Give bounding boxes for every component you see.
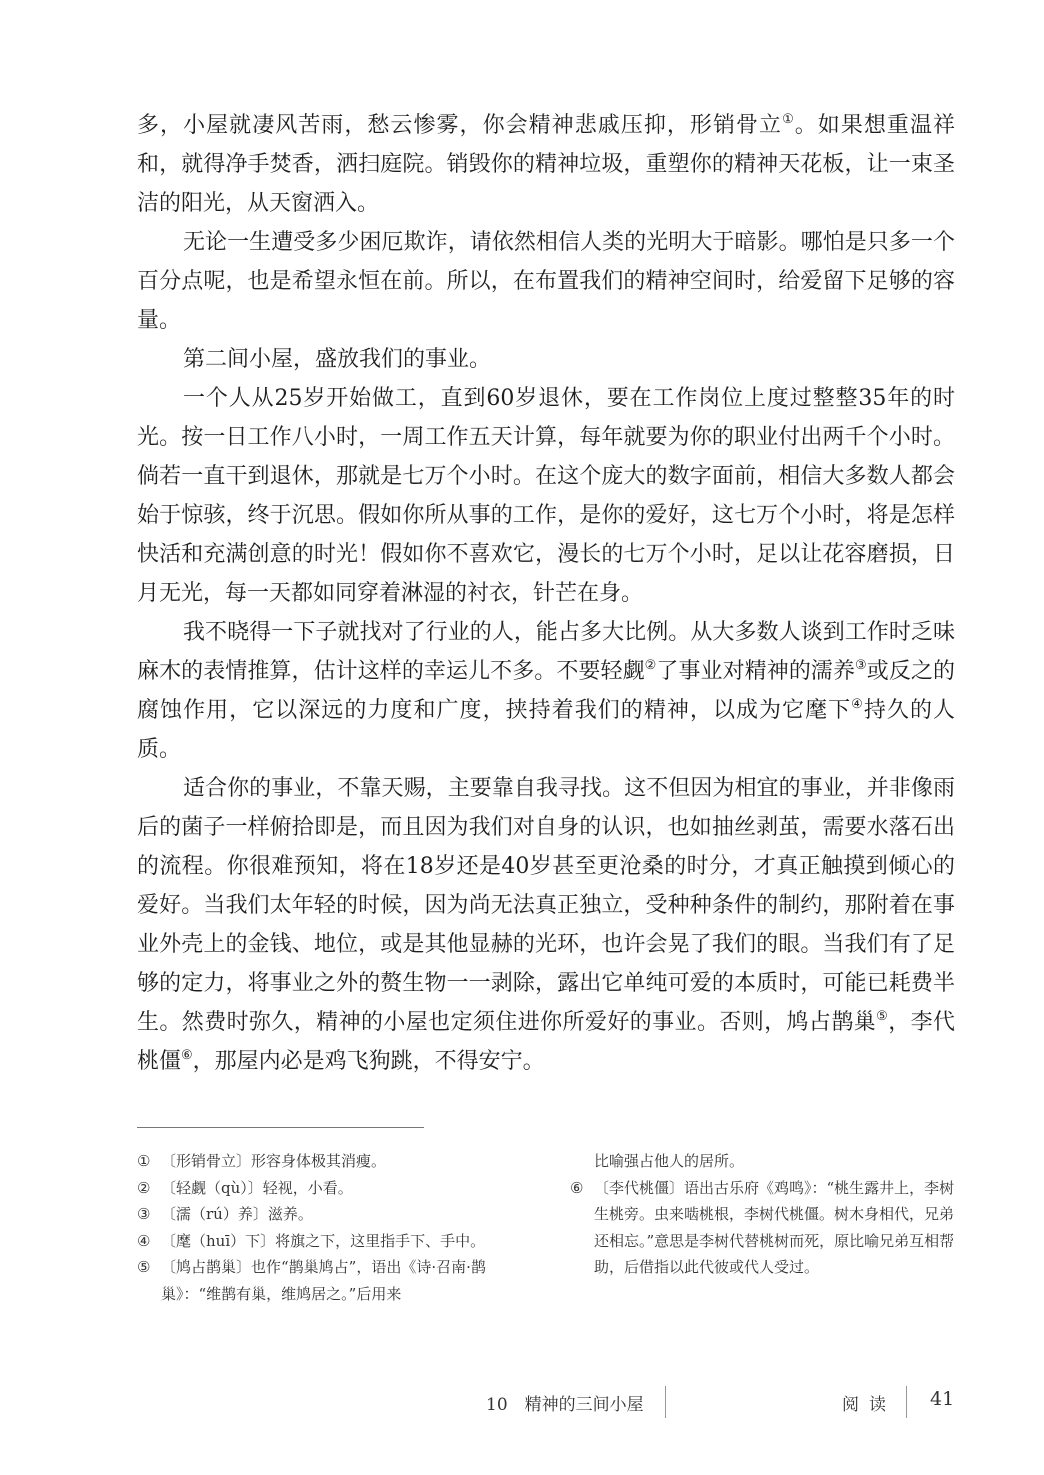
- article-body: [137, 106, 955, 1081]
- paragraph-text: ，那屋内必是鸡飞狗跳，不得安宁。: [192, 1049, 545, 1074]
- paragraph-text: 一个人从25岁开始做工，直到60岁退休，要在工作岗位上度过整整35年的时光。按一日工作八小时，一周工作五天计算，每年就要为你的职业付出两千个小时。倘若一直干到退休，那就是七万个小时。在这个庞大的数字面前，相信大多数人都会始于惊骇，终于沉思。假如你所从事的工作，是你的爱好，这七万个小时，将是怎样快活和充满创意的时光！假如你不喜欢它，漫长的七万个小时，足以让花容磨损，日月无光，每一天都如同穿着淋湿的衬衣，针芒在身。: [137, 386, 955, 606]
- paragraph-text: 我不晓得一下子就找对了行业的人，能占多大比例。从大多数人谈到工作时乏味麻木的表情推算，估计这样的幸运儿不多。不要轻觑: [137, 620, 955, 684]
- footnote-number: ②: [137, 1178, 151, 1197]
- footnote-divider: [137, 1127, 424, 1128]
- paragraph: [137, 340, 955, 379]
- footnotes-right-column: [570, 1148, 960, 1281]
- footnote: [137, 1254, 537, 1307]
- footnote-continuation: 比喻强占他人的居所。: [594, 1152, 745, 1170]
- footer-separator: [665, 1386, 666, 1418]
- footnote-marker: ④: [851, 697, 864, 712]
- footnote-number: ⑤: [137, 1258, 151, 1276]
- footer-lesson-title: 10 精神的三间小屋: [486, 1395, 644, 1415]
- footnotes-left-column: [137, 1148, 537, 1307]
- footnote-text: 〔李代桃僵〕语出古乐府《鸡鸣》：“桃生露井上，李树生桃旁。虫来啮桃根，李树代桃僵。树木身相代，兄弟还相忘。”意思是李树代替桃树而死，原比喻兄弟互相帮助，后借指以此代彼或代人受过。: [594, 1178, 955, 1276]
- footnote: [570, 1175, 960, 1281]
- paragraph: [137, 769, 955, 1081]
- page-number: 41: [930, 1388, 955, 1410]
- footer-separator: [906, 1386, 907, 1418]
- footnote-marker: ③: [855, 658, 867, 673]
- footnote-text: 〔濡（rú）养〕滋养。: [161, 1205, 313, 1223]
- footnote-number: ⑥: [570, 1178, 584, 1197]
- footnote: [137, 1201, 537, 1228]
- footnote-text: 〔形销骨立〕形容身体极其消瘦。: [161, 1152, 387, 1170]
- footnote-number: ④: [137, 1231, 151, 1250]
- footnote-number: ③: [137, 1205, 151, 1223]
- paragraph-text: 适合你的事业，不靠天赐，主要靠自我寻找。这不但因为相宜的事业，并非像雨后的菌子一样俯拾即是，而且因为我们对自身的认识，也如抽丝剥茧，需要水落石出的流程。你很难预知，将在18岁还是40岁甚至更沧桑的时分，才真正触摸到倾心的爱好。当我们太年轻的时候，因为尚无法真正独立，受种种条件的制约，那附着在事业外壳上的金钱、地位，或是其他显赫的光环，也许会晃了我们的眼。当我们有了足够的定力，将事业之外的赘生物一一剥除，露出它单纯可爱的本质时，可能已耗费半生。然费时弥久，精神的小屋也定须住进你所爱好的事业。否则，鸠占鹊巢: [137, 776, 955, 1035]
- footnote-marker: ②: [644, 658, 657, 673]
- paragraph-text: ，李代桃僵: [137, 1010, 955, 1074]
- paragraph: [137, 613, 955, 769]
- paragraph-text: 。如果想重温祥和，就得净手焚香，洒扫庭院。销毁你的精神垃圾，重塑你的精神天花板，让一束圣洁的阳光，从天窗洒入。: [137, 113, 955, 216]
- footnote-text: 〔轻觑（qù）〕轻视，小看。: [161, 1178, 353, 1197]
- paragraph-text: 了事业对精神的濡养: [656, 659, 856, 684]
- paragraph-text: 第二间小屋，盛放我们的事业。: [183, 347, 492, 372]
- footnote-number: ①: [137, 1152, 151, 1170]
- paragraph: [137, 223, 955, 340]
- footnote-marker: ⑤: [876, 1009, 889, 1024]
- footnote: [137, 1228, 537, 1255]
- footnote-text: 〔鸠占鹊巢〕也作“鹊巢鸠占”，语出《诗·召南·鹊巢》：“维鹊有巢，维鸠居之。”后用来: [161, 1258, 486, 1303]
- footnote-marker: ①: [782, 112, 795, 127]
- paragraph: [137, 106, 955, 223]
- footnote: [137, 1175, 537, 1202]
- paragraph-text: 多，小屋就凄风苦雨，愁云惨雾，你会精神悲戚压抑，形销骨立: [137, 113, 783, 138]
- footnote-marker: ⑥: [181, 1048, 193, 1063]
- paragraph-text: 或反之的腐蚀作用，它以深远的力度和广度，挟持着我们的精神，以成为它麾下: [137, 659, 955, 723]
- page-footer: [0, 1390, 1044, 1420]
- paragraph-text: 无论一生遭受多少困厄欺诈，请依然相信人类的光明大于暗影。哪怕是只多一个百分点呢，也是希望永恒在前。所以，在布置我们的精神空间时，给爱留下足够的容量。: [137, 230, 955, 333]
- footer-section-label: 阅读: [842, 1395, 896, 1415]
- footnote: [137, 1148, 537, 1175]
- paragraph-text: 持久的人质。: [137, 698, 955, 762]
- footnote-text: 〔麾（huī）下〕将旗之下，这里指手下、手中。: [161, 1231, 486, 1250]
- paragraph: [137, 379, 955, 613]
